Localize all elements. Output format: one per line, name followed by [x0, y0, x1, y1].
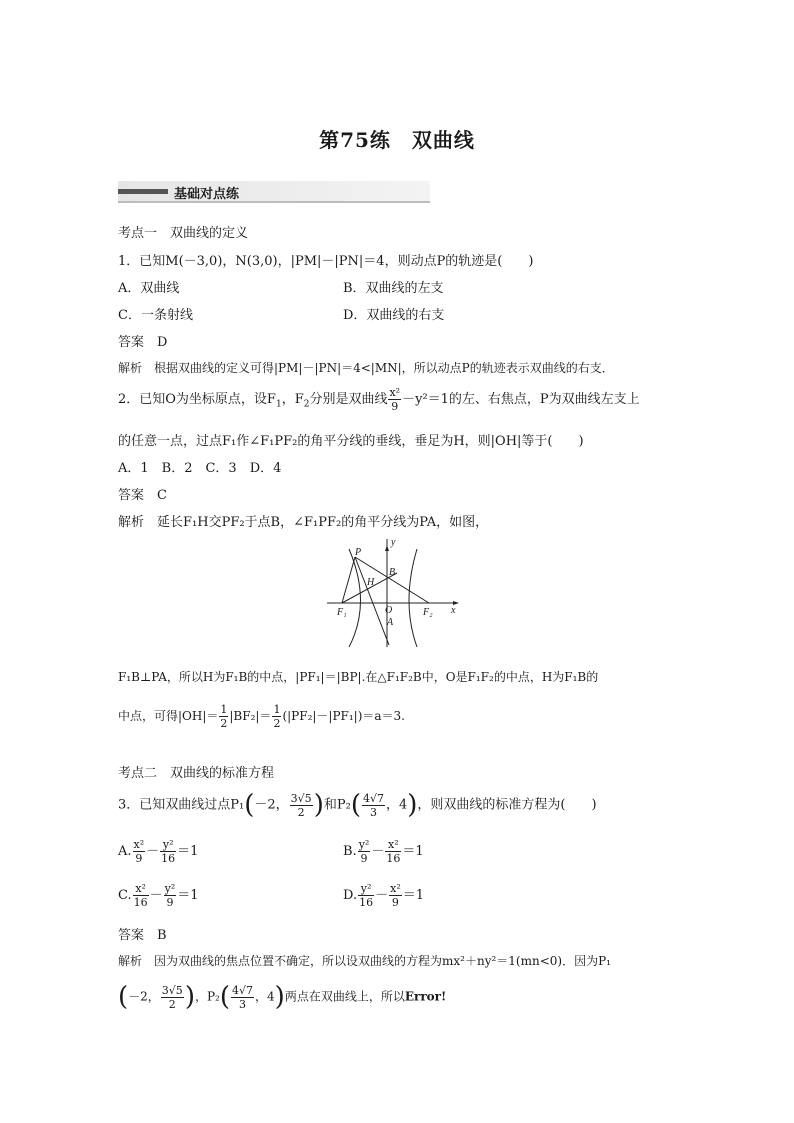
q2-analysis-cont2	[118, 703, 405, 730]
label-b: B	[389, 567, 396, 578]
q3-p1-den: 2	[297, 805, 305, 819]
q2-frac-den: 9	[391, 400, 399, 413]
q2-fraction	[388, 386, 401, 413]
hyperbola-figure	[325, 535, 465, 650]
q2-answer: 答案 C	[118, 488, 167, 503]
q3-d-n1: y²	[358, 882, 374, 896]
q2-cont2-b: |BF₂|＝	[229, 709, 272, 723]
q3-an-p2-num: 4√7	[232, 983, 254, 997]
half-den-2: 2	[273, 717, 281, 730]
q2-analysis: 解析 延长F₁H交PF₂于点B，∠F₁PF₂的角平分线为PA，如图，	[118, 515, 489, 530]
q3-answer: 答案 B	[118, 928, 167, 943]
label-f1: F₁	[337, 607, 347, 618]
q3-and: 和P₂	[323, 797, 351, 813]
q3-a-eq: ＝1	[177, 844, 199, 859]
topic-heading-2: 考点二 双曲线的标准方程	[118, 766, 275, 781]
q3-an-p2-den: 3	[239, 997, 247, 1011]
q1-option-a: A．双曲线	[118, 281, 180, 296]
q3-d-n2: x²	[390, 882, 401, 895]
q1-option-b: B．双曲线的左支	[343, 281, 444, 296]
half-den-1: 2	[220, 717, 228, 730]
q3-d-eq: ＝1	[402, 888, 425, 903]
half-num-1: 1	[220, 703, 228, 716]
q2-stem-a: 2．已知O为坐标原点，设F	[118, 392, 276, 407]
q3-b-d2: 16	[386, 852, 401, 865]
q1-answer: 答案 D	[118, 335, 168, 350]
q3-p1-fraction	[290, 792, 313, 819]
q1-option-c: C．一条射线	[118, 308, 193, 323]
q1-stem: 1．已知M(－3,0)，N(3,0)，|PM|－|PN|＝4，则动点P的轨迹是( )	[118, 254, 534, 269]
q3-an-p1-num: 3√5	[161, 983, 183, 997]
q3-b-d1: 9	[360, 852, 368, 865]
q2-stem-b: ，F	[281, 392, 304, 407]
q3-p2-num: 4√7	[362, 791, 384, 805]
label-x: x	[451, 605, 456, 616]
q2-cont2-a: 中点，可得|OH|＝	[118, 709, 219, 723]
q2-stem-c: 分别是双曲线	[309, 392, 388, 407]
q3-option-a: A. $\frac{\text{x²}}{9}$ － $\frac{\text{y²}}{16}$ ＝1	[118, 838, 199, 865]
q3-analysis-line2: (－2， $\frac{3√5}{2}$ )，P₂( $\frac{4√7}{3}$ ，4)两点在双曲线上，所以Error!	[118, 982, 447, 1012]
q3-a-n2: y²	[160, 838, 176, 852]
q3-an-b: ，P₂	[194, 989, 220, 1004]
error-text: Error!	[404, 989, 447, 1004]
label-h: H	[367, 577, 375, 588]
q2-options: A．1 B．2 C．3 D．4	[118, 461, 282, 476]
q3-c-d2: 9	[166, 896, 174, 909]
q2-stem-line2: 的任意一点，过点F₁作∠F₁PF₂的角平分线的垂线，垂足为H，则|OH|等于( )	[118, 434, 584, 449]
q3-option-c: C. $\frac{\text{x²}}{16}$ － $\frac{\text{y²}}{9}$ ＝1	[118, 882, 199, 909]
label-p: P	[355, 547, 362, 558]
topic-heading-1: 考点一 双曲线的定义	[118, 226, 249, 241]
q3-option-b-label: B.	[343, 844, 357, 859]
q2-frac-num: x²	[389, 386, 401, 399]
q3-an-a: －2，	[128, 989, 160, 1004]
q3-a-d1: 9	[135, 852, 143, 865]
half-fraction-1	[219, 703, 228, 730]
q3-c-d1: 16	[133, 896, 148, 909]
q3-an-d: 两点在双曲线上，所以	[284, 989, 405, 1004]
q3-option-c-label: C.	[118, 888, 132, 903]
q3-a-n1: x²	[133, 838, 145, 851]
q2-stem-line1: 2．已知O为坐标原点，设$F_1$，$F_2$分别是双曲线 $\frac{\text{x²}}{9}$ －y²＝1的左、右焦点，P为双曲线左支上	[118, 386, 640, 413]
q3-b-eq: ＝1	[402, 844, 424, 859]
q3-p1-x: －2，	[254, 797, 289, 813]
q3-p2-fraction	[362, 792, 385, 819]
q3-p2-y: ，4	[385, 797, 408, 813]
q3-option-d: D. $\frac{\text{y²}}{16}$ － $\frac{\text{x²}}{9}$ ＝1	[343, 882, 425, 909]
q2-stem-d: －y²＝1的左、右焦点，P为双曲线左支上	[402, 392, 640, 407]
section-header	[118, 181, 430, 203]
label-a: A	[387, 617, 394, 628]
q3-stem-b: ，则双曲线的标准方程为( )	[417, 797, 597, 813]
q3-stem: 3．已知双曲线过点P₁(－2， $\frac{3√5}{2}$ )和P₂( $\frac{4√7}{3}$ ，4)，则双曲线的标准方程为( )	[118, 790, 597, 820]
q3-an-c: ，4	[255, 989, 275, 1004]
y-arrow	[385, 545, 389, 551]
segment-pf1	[342, 557, 355, 603]
q3-a-d2: 16	[161, 852, 176, 865]
q2-cont2-c: (|PF₂|－|PF₁|)＝a＝3.	[282, 709, 405, 723]
label-y: y	[391, 537, 396, 548]
q3-p1-num: 3√5	[290, 791, 312, 805]
q3-d-d1: 16	[359, 896, 374, 909]
q3-b-n2: x²	[385, 838, 401, 852]
q3-c-n2: y²	[164, 882, 176, 895]
section-bar-mark	[118, 189, 168, 194]
q3-stem-a: 3．已知双曲线过点P₁	[118, 797, 245, 813]
q3-d-d2: 9	[391, 896, 399, 909]
right-branch	[409, 549, 417, 647]
q3-an-p1-den: 2	[168, 997, 176, 1011]
q3-option-d-label: D.	[343, 888, 358, 903]
q1-analysis: 解析 根据双曲线的定义可得|PM|－|PN|＝4<|MN|，所以动点P的轨迹表示双曲线的右支．	[118, 361, 614, 375]
half-num-2: 1	[273, 703, 281, 716]
q3-c-n1: x²	[133, 882, 149, 896]
label-o: O	[385, 605, 393, 616]
q3-option-b: B. $\frac{\text{y²}}{9}$ － $\frac{\text{x²}}{16}$ ＝1	[343, 838, 424, 865]
q3-option-a-label: A.	[118, 844, 132, 859]
q3-b-n1: y²	[358, 838, 370, 851]
q3-analysis-line1: 解析 因为双曲线的焦点位置不确定，所以设双曲线的方程为mx²＋ny²＝1(mn<0)．因为P₁	[118, 954, 611, 968]
page-title: 第75练 双曲线	[319, 128, 475, 152]
q3-p2-den: 3	[369, 805, 377, 819]
label-f2: F₂	[423, 607, 433, 618]
q3-c-eq: ＝1	[177, 888, 199, 903]
section-label: 基础对点练	[174, 187, 240, 202]
half-fraction-2	[272, 703, 281, 730]
q2-analysis-cont1: F₁B⊥PA，所以H为F₁B的中点，|PF₁|＝|BP|.在△F₁F₂B中，O是F₁F₂的中点，H为F₁B的	[118, 670, 599, 684]
q1-option-d: D．双曲线的右支	[343, 308, 445, 323]
